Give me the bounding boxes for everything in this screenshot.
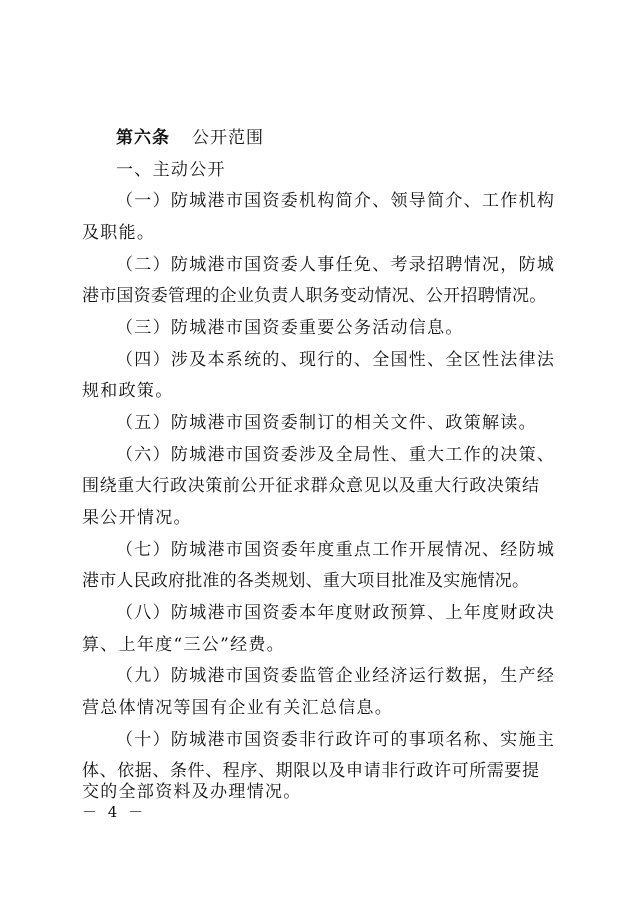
paragraph-line: （一）防城港市国资委机构简介、领导简介、工作机构 xyxy=(116,191,556,211)
paragraph-line: 体、依据、条件、程序、期限以及申请非行政许可所需要提 xyxy=(82,761,540,781)
paragraph-line: 港市人民政府批准的各类规划、重大项目批准及实施情况。 xyxy=(82,571,530,591)
paragraph-line: （三）防城港市国资委重要公务活动信息。 xyxy=(116,318,464,338)
paragraph-line: （五）防城港市国资委制订的相关文件、政策解读。 xyxy=(116,413,537,433)
section-heading: 一、主动公开 xyxy=(116,160,226,180)
paragraph-line: 围绕重大行政决策前公开征求群众意见以及重大行政决策结 xyxy=(82,476,540,496)
paragraph-line: 算、上年度“三公”经费。 xyxy=(82,635,285,655)
paragraph-line: 果公开情况。 xyxy=(82,508,192,528)
page-number: － 4 － xyxy=(82,803,147,821)
paragraph-line: 及职能。 xyxy=(82,223,156,243)
article-heading xyxy=(116,127,586,149)
paragraph-line: 营总体情况等国有企业有关汇总信息。 xyxy=(82,698,394,718)
paragraph-line: （九）防城港市国资委监管企业经济运行数据，生产经 xyxy=(116,666,556,686)
paragraph-line: （七）防城港市国资委年度重点工作开展情况、经防城 xyxy=(116,540,556,560)
paragraph-line: 规和政策。 xyxy=(82,381,174,401)
paragraph-line: （六）防城港市国资委涉及全局性、重大工作的决策、 xyxy=(116,445,556,465)
paragraph-line: （四）涉及本系统的、现行的、全国性、全区性法律法 xyxy=(116,350,556,370)
paragraph-line: （二）防城港市国资委人事任免、考录招聘情况，防城 xyxy=(116,255,556,275)
paragraph-line: 港市国资委管理的企业负责人职务变动情况、公开招聘情况。 xyxy=(82,286,547,306)
paragraph-line: 交的全部资料及办理情况。 xyxy=(82,782,302,802)
article-name: 公开范围 xyxy=(192,128,264,148)
paragraph-line: （十）防城港市国资委非行政许可的事项名称、实施主 xyxy=(116,730,556,750)
article-label: 第六条 xyxy=(116,128,170,148)
paragraph-line: （八）防城港市国资委本年度财政预算、上年度财政决 xyxy=(116,603,556,623)
